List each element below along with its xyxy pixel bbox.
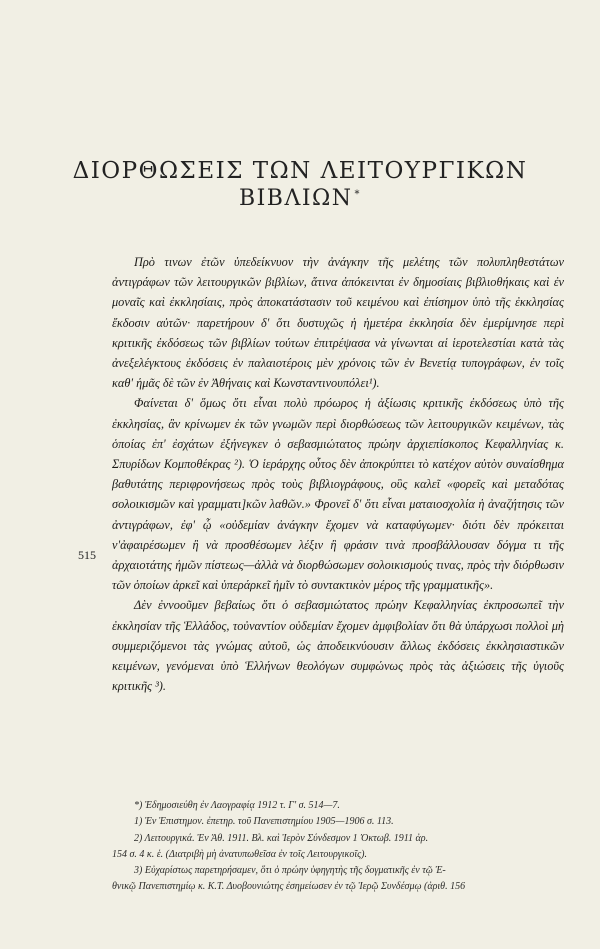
paragraph-1-text: Πρὸ τινων ἐτῶν ὑπεδείκνυον τὴν ἀνάγκην τῆς μελέτης τῶν πολυπληθεστάτων ἀντιγράφων τῶν λειτουργικῶν βιβλίων, ἅτινα ἀπόκεινται ἐν δημοσίαις βιβλιοθήκαις καὶ ἐν μοναῖς καὶ ἐκκλησίαις, πρὸς ἀποκατάστασιν τοῦ κειμένου καὶ ἐπίσημον ὑπὸ τῆς ἐκκλησίας ἔκδοσιν αὐτῶν· παρετήρουν δ' ὅτι δυστυχῶς ἡ ἡμετέρα ἐκκλησία δὲν ἐμερίμνησε περὶ κριτικῆς ἐκδόσεως τῶν βιβλίων τούτων ἐπιτρέψασα νὰ γίνωνται αἱ ἱεροτελεστίαι κατὰ τὰς ἀνεξελέγκτους ἐκδόσεις ἐν παλαιοτέροις μὲν χρόνοις τῶν ἐν Βενετίᾳ τυπογράφων, ἐν τοῖς καθ' ἡμᾶς δὲ τῶν ἐν Ἀθήναις καὶ Κωνσταντινουπόλει¹). — [112, 255, 564, 391]
article-body — [112, 252, 564, 696]
margin-page-number: 515 — [78, 548, 96, 562]
paragraph-3-text: Δὲν ἐννοοῦμεν βεβαίως ὅτι ὁ σεβασμιώτατος πρώην Κεφαλληνίας ἐκπροσωπεῖ τὴν ἐκκλησίαν τῆς Ἑλλάδος, τοὐναντίον οὐδεμίαν ἔχομεν ἀμφιβολίαν ὅτι θὰ ὑπάρχωσι πολλοὶ μὴ συμμεριζόμενοι τὰς γνώμας αὐτοῦ, ὡς ἀποδεικνύουσιν ἄλλως ἐκδόσεις ἐκκλησιαστικῶν κειμένων, γενόμεναι ὑπὸ Ἑλλήνων θεολόγων συμφώνως πρὸς τὰς ἀξιώσεις τῆς ὑγιοῦς κριτικῆς ³). — [112, 598, 564, 694]
footnote-star: *) Ἐδημοσιεύθη ἐν Λαογραφίᾳ 1912 τ. Γ' σ. 514—7. — [134, 800, 340, 811]
article-title-line2 — [0, 186, 600, 211]
article-title-line1: ΔΙΟΡΘΩΣΕΙΣ ΤΩΝ ΛΕΙΤΟΥΡΓΙΚΩΝ — [72, 158, 528, 184]
article-title-line2-text: ΒΙΒΛΙΩΝ — [238, 186, 353, 211]
footnote-1: 1) Ἐν Ἐπιστημον. ἐπετηρ. τοῦ Πανεπιστημίου 1905—1906 σ. 113. — [134, 816, 394, 828]
footnote-3-cont: θνικῷ Πανεπιστημίῳ κ. Κ.Τ. Δυοβουνιώτης ἐσημείωσεν ἐν τῷ Ἱερῷ Συνδέσμῳ (ἀριθ. 156 — [112, 881, 466, 893]
footnote-divider — [112, 795, 564, 797]
paragraph-2 — [112, 393, 564, 595]
footnote-2-cont: 154 σ. 4 κ. ἑ. (Διατριβὴ μὴ ἀνατυπωθεῖσα ἐν τοῖς Λειτουργικοῖς). — [112, 848, 367, 860]
paragraph-2-text: Φαίνεται δ' ὅμως ὅτι εἶναι πολὺ πρόωρος ἡ ἀξίωσις κριτικῆς ἐκδόσεως ὑπὸ τῆς ἐκκλησίας, ἂν κρίνωμεν ἐκ τῶν γνωμῶν περὶ διορθώσεως τῶν λειτουργικῶν κειμένων, τὰς ὁποίας ἐπ' ἐσχάτων ἐξήνεγκεν ὁ σεβασμιώτατος πρώην ἀρχιεπίσκοπος Κεφαλληνίας κ. Σπυρίδων Κομποθέκρας ²). Ὁ ἱεράρχης οὗτος δὲν ἀποκρύπτει τὸ κατέχον αὐτὸν συναίσθημα βαθυτάτης περιφρονήσεως πρὸς τοὺς βιβλιογράφους, οὓς καλεῖ «φορεῖς καὶ μεταδότας σολοικισμῶν καὶ γραμματι]κῶν λαθῶν.» Φρονεῖ δ' ὅτι εἶναι ματαιοσχολία ἡ ἀναζήτησις τῶν ἀντιγράφων, ἐφ' ᾧ «οὐδεμίαν ἀνάγκην ἔχομεν νὰ καταφύγωμεν· διότι δὲν πρόκειται ν'ἀφαιρέσωμεν ἢ νὰ προσθέσωμεν λέξιν ἢ φράσιν τινὰ προσβάλλουσαν δόγμα τι τῆς ἀρχαιοτάτης ἡμῶν πίστεως—ἀλλὰ νὰ διορθώσωμεν σολοικισμούς τινας, πρὸς τὴν διόρθωσιν τῶν ὁποίων ἀρκεῖ καὶ ὑπεράρκεῖ ἡμῖν τὸ συντακτικὸν μέρος τῆς γραμματικῆς». — [112, 396, 564, 593]
paragraph-3 — [112, 595, 564, 696]
footnote-2: 2) Λειτουργικά. Ἐν Ἀθ. 1911. Βλ. καὶ Ἱερὸν Σύνδεσμον 1 Ὀκτωβ. 1911 ἀρ. — [134, 832, 429, 844]
footnotes — [112, 798, 567, 896]
footnote-3: 3) Εὐχαρίστως παρετηρήσαμεν, ὅτι ὁ πρώην ὑφηγητὴς τῆς δογματικῆς ἐν τῷ Ἐ- — [134, 865, 446, 877]
paragraph-1 — [112, 252, 564, 393]
title-footnote-mark: * — [354, 188, 362, 200]
